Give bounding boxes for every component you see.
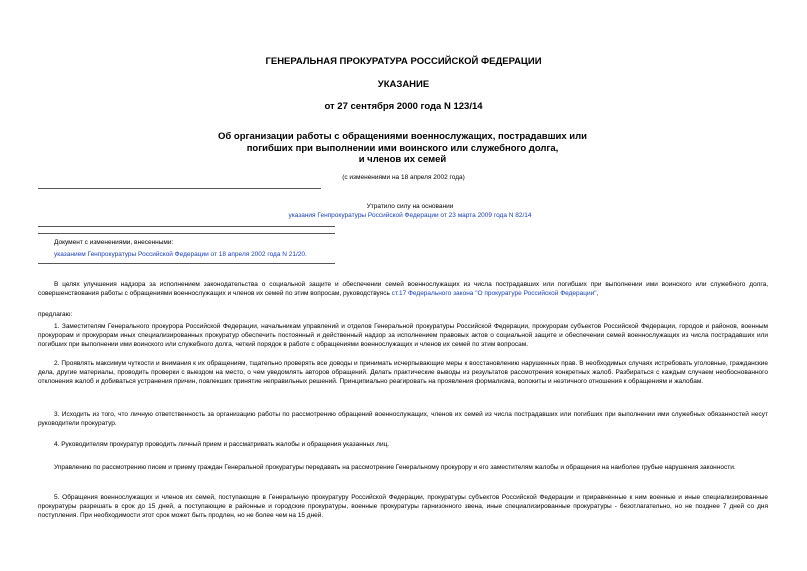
subject-line-3: и членов их семей bbox=[358, 154, 447, 165]
amendments-note: (с изменениями на 18 апреля 2002 года) bbox=[342, 174, 465, 181]
lost-force-link[interactable]: указания Генпрокуратуры Российской Федерации от 23 марта 2009 года N 82/14 bbox=[288, 212, 532, 219]
paragraph-2-text: 2. Проявлять максимум чуткости и внимания к их обращениям, тщательно проверять все доводы и принимать исчерпывающие меры к восстановлению нарушенных прав. В необходимых случаях истребовать уголовные, гражданские дела, другие материалы, проводить проверки с выездом на место, о чем уведомлять авторов обращений. Делать практические выводы из результатов рассмотрения конкретных жалоб. Разбираться с каждым случаем необоснованного отклонения жалоб и добиваться устранения причин, повлекших принятие неправильных решений. Принципиально реагировать на проявления формализма, волокиты и неэтичного отношения к обращениям и жалобам. bbox=[38, 360, 768, 386]
changes-link[interactable]: указанием Генпрокуратуры Российской Федерации от 18 апреля 2002 года N 21/20. bbox=[54, 251, 307, 258]
intro-text: В целях улучшения надзора за исполнением законодательства о социальной защите и обеспечении семей военнослужащих из числа пострадавших или погибших при выполнении ими воинского или служебного долга, совершенствования работы с обращениями военнослужащих и членов их семей по этим вопросам, руководствуясь bbox=[38, 281, 768, 298]
paragraph-5 bbox=[38, 493, 768, 521]
paragraph-5-text: 5. Обращения военнослужащих и членов их семей, поступающие в Генеральную прокуратуру Российской Федерации, прокуратуры субъектов Российской Федерации и приравненные к ним военные и иные специализированные прокуратуры разрешать в срок до 15 дней, а поступающие в районные и городские прокуратуры, военные прокуратуры гарнизонного звена, иные специализированные прокуратуры - безотлагательно, но не позднее 7 дней со дня поступления. При необходимости этот срок может быть продлен, но не более чем на 15 дней. bbox=[38, 494, 768, 520]
proposes-label bbox=[38, 310, 768, 319]
paragraph-3 bbox=[38, 410, 768, 428]
proposes-text: предлагаю: bbox=[38, 311, 73, 318]
paragraph-intro bbox=[38, 280, 768, 298]
subject-line-2: погибших при выполнении ими воинского или служебного долга, bbox=[246, 142, 559, 154]
paragraph-4b bbox=[38, 463, 768, 472]
paragraph-4 bbox=[38, 440, 768, 449]
paragraph-4-text: 4. Руководителям прокуратур проводить личный прием и рассматривать жалобы и обращения указанных лиц. bbox=[54, 441, 390, 448]
org-title: ГЕНЕРАЛЬНАЯ ПРОКУРАТУРА РОССИЙСКОЙ ФЕДЕРАЦИИ bbox=[265, 56, 542, 67]
paragraph-3-text: 3. Исходить из того, что личную ответственность за организацию работы по рассмотрению обращений военнослужащих, членов их семей из числа пострадавших или погибших при выполнении ими служебных обязанностей несут руководители прокуратур. bbox=[38, 411, 768, 428]
paragraph-2 bbox=[38, 359, 768, 387]
subject-line-1: Об организации работы с обращениями военнослужащих, пострадавших или bbox=[218, 131, 587, 142]
changes-label: Документ с изменениями, внесенными: bbox=[54, 239, 174, 246]
intro-end: , bbox=[596, 290, 599, 298]
paragraph-1-text: 1. Заместителям Генерального прокурора Российской Федерации, начальникам управлений и отделов Генеральной прокуратуры Российской Федерации, прокурорам субъектов Российской Федерации, городов и районов, военным прокурорам и прокурорам иных специализированных прокуратур обеспечить постоянный и действенный надзор за исполнением правовых актов о социальной защите и обеспечении семей военнослужащих из числа пострадавших или погибших при выполнении ими воинского или служебного долга, четкий порядок в работе с обращениями военнослужащих и членов их семей по этим вопросам. bbox=[38, 323, 768, 349]
divider bbox=[38, 233, 335, 234]
doc-type: УКАЗАНИЕ bbox=[377, 79, 430, 90]
paragraph-1 bbox=[38, 322, 768, 350]
divider bbox=[38, 226, 335, 227]
lost-force-text: Утратило силу на основании bbox=[366, 203, 454, 210]
law-link[interactable]: ст.17 Федерального закона "О прокуратуре Российской Федерации" bbox=[391, 290, 597, 298]
divider bbox=[38, 263, 335, 264]
divider bbox=[38, 188, 321, 189]
doc-date-number: от 27 сентября 2000 года N 123/14 bbox=[324, 101, 483, 112]
paragraph-4b-text: Управлению по рассмотрению писем и приему граждан Генеральной прокуратуры передавать на рассмотрение Генеральному прокурору и его заместителям жалобы и обращения на наиболее грубые нарушения законности. bbox=[54, 464, 736, 471]
doc-subject bbox=[180, 131, 625, 166]
